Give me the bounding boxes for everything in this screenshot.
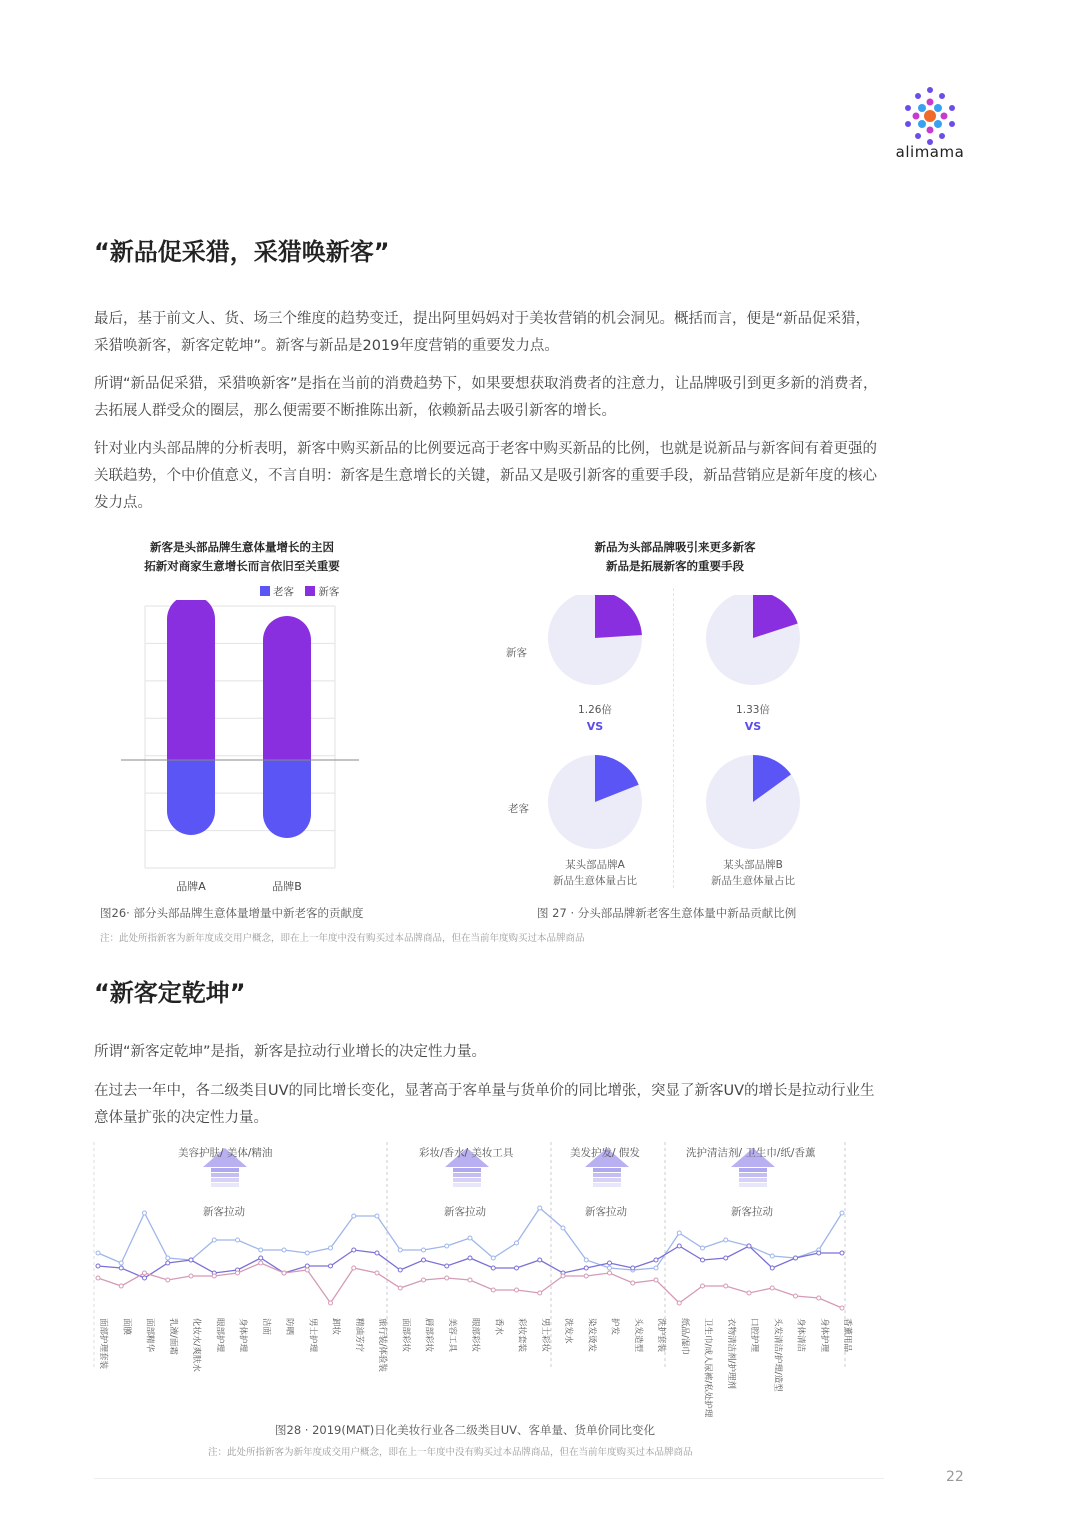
figure-caption: 图26· 部分头部品牌生意体量增量中新老客的贡献度 (100, 906, 364, 920)
bar-group (167, 600, 215, 835)
x-tick-label: 彩妆套装 (516, 1318, 527, 1353)
pie-slice (595, 595, 642, 638)
arrow-band (211, 1183, 239, 1187)
arrow-band (593, 1183, 621, 1187)
data-point (817, 1251, 821, 1255)
data-point (468, 1256, 472, 1260)
arrow-band (739, 1178, 767, 1182)
section-title: “新客定乾坤” (94, 979, 246, 1007)
data-point (398, 1286, 402, 1290)
data-point (259, 1261, 263, 1265)
data-point (491, 1256, 495, 1260)
arrow-band (593, 1168, 621, 1172)
data-point (282, 1248, 286, 1252)
data-point (468, 1236, 472, 1240)
ratio-label: 1.26倍 (578, 704, 612, 716)
data-point (282, 1271, 286, 1275)
data-point (538, 1291, 542, 1295)
bar-new (167, 600, 215, 760)
data-point (422, 1278, 426, 1282)
row-label-old: 老客 (508, 803, 529, 815)
x-tick-label: 洗发水 (563, 1318, 573, 1344)
data-point (259, 1248, 263, 1252)
group-label: 美发护发/ 假发 (570, 1147, 640, 1159)
x-tick-label: 香水 (493, 1318, 504, 1336)
bar-old (263, 760, 311, 838)
vs-label: VS (744, 720, 762, 733)
data-point (724, 1238, 728, 1242)
data-point (236, 1271, 240, 1275)
chart-title-line: 拓新对商家生意增长而言依旧至关重要 (144, 559, 340, 573)
x-tick-label: 品牌B (272, 880, 302, 893)
group-label: 彩妆/香水/ 美妆工具 (419, 1147, 514, 1159)
figure-note: 注：此处所指新客为新年度成交用户概念，即在上一年度中没有购买过本品牌商品，但在当前年度购买过本品牌商品 (100, 933, 585, 944)
bar-group (263, 616, 311, 838)
data-point (375, 1251, 379, 1255)
data-point (375, 1214, 379, 1218)
bar-chart (115, 600, 365, 900)
line-chart (90, 1138, 860, 1418)
data-point (305, 1268, 309, 1272)
x-tick-label: 眼部彩妆 (470, 1318, 480, 1353)
x-tick-label: 唇部彩妆 (423, 1318, 434, 1353)
group-label: 洗护清洁剂/ 卫生巾/纸/香薰 (686, 1147, 816, 1159)
data-point (654, 1266, 658, 1270)
x-tick-label: 精油芳疗 (353, 1318, 364, 1353)
data-point (445, 1244, 449, 1248)
data-point (166, 1261, 170, 1265)
x-tick-label: 面部精华 (144, 1318, 155, 1353)
x-tick-label: 眼部护理 (214, 1318, 225, 1353)
x-tick-label: 旅行装/体验装 (377, 1318, 387, 1372)
data-point (654, 1278, 658, 1282)
x-tick-label: 男士护理 (307, 1318, 318, 1353)
group-label: 美容护肤/ 美体/精油 (178, 1147, 273, 1159)
x-tick-label: 卫生巾/成人尿裤/私处护理 (702, 1318, 713, 1418)
x-tick-label: 男士彩妆 (539, 1318, 550, 1353)
data-point (794, 1256, 798, 1260)
data-point (375, 1271, 379, 1275)
legend-label-new: 新客 (318, 586, 340, 598)
page-number: 22 (946, 1469, 964, 1485)
data-point (96, 1264, 100, 1268)
data-point (770, 1266, 774, 1270)
arrow-band (739, 1173, 767, 1177)
arrow-band (453, 1173, 481, 1177)
data-point (119, 1266, 123, 1270)
data-point (398, 1268, 402, 1272)
data-point (701, 1246, 705, 1250)
data-point (491, 1288, 495, 1292)
legend-label-old: 老客 (273, 586, 294, 598)
pie-group-label: 某头部品牌A 新品生意体量占比 (553, 859, 637, 887)
data-point (119, 1261, 123, 1265)
data-point (608, 1271, 612, 1275)
data-point (189, 1274, 193, 1278)
arrow-band (211, 1178, 239, 1182)
data-point (794, 1294, 798, 1298)
data-point (724, 1284, 728, 1288)
data-point (305, 1251, 309, 1255)
x-tick-label: 面膜 (121, 1318, 132, 1336)
x-tick-label: 头发清洁/护理/造型 (772, 1318, 783, 1392)
data-point (212, 1238, 216, 1242)
pull-label: 新客拉动 (203, 1206, 245, 1218)
data-point (654, 1258, 658, 1262)
x-tick-label: 染发烫发 (586, 1318, 597, 1353)
paragraph: 在过去一年中，各二级类目UV的同比增长变化，显著高于客单量与货单价的同比增张，突显了新客UV的增长是拉动行业生意体量扩张的决定性力量。 (94, 1083, 875, 1126)
data-point (352, 1266, 356, 1270)
data-point (143, 1211, 147, 1215)
data-point (329, 1301, 333, 1305)
figure-caption: 图28 · 2019(MAT)日化美妆行业各二级类目UV、客单量、货单价同比变化 (275, 1423, 656, 1437)
data-point (352, 1248, 356, 1252)
data-point (329, 1246, 333, 1250)
pull-label: 新客拉动 (444, 1206, 486, 1218)
paragraph: 所谓“新品促采猎，采猎唤新客”是指在当前的消费趋势下，如果要想获取消费者的注意力，让品牌吸引到更多新的消费者，去拓展人群受众的圈层，那么便需要不断推陈出新，依赖新品去吸引新客的增长。 (94, 376, 878, 419)
data-point (96, 1251, 100, 1255)
data-point (747, 1244, 751, 1248)
data-point (561, 1274, 565, 1278)
data-point (677, 1231, 681, 1235)
x-tick-label: 防晒 (284, 1318, 294, 1336)
footer-divider (94, 1478, 884, 1479)
legend-swatch-old (260, 586, 270, 596)
x-tick-label: 衣物清洁剂/护理剂 (725, 1318, 736, 1389)
data-point (166, 1256, 170, 1260)
data-point (747, 1291, 751, 1295)
pull-label: 新客拉动 (731, 1206, 773, 1218)
paragraph: 针对业内头部品牌的分析表明，新客中购买新品的比例要远高于老客中购买新品的比例，也就是说新品与新客间有着更强的关联趋势，个中价值意义，不言自明：新客是生意增长的关键，新品又是吸引新客的重要手段，新品营销应是新年度的核心发力点。 (94, 441, 877, 511)
arrow-band (593, 1178, 621, 1182)
x-tick-label: 乳液/面霜 (167, 1318, 178, 1355)
data-point (677, 1301, 681, 1305)
x-tick-label: 面部护理套装 (98, 1318, 108, 1370)
vs-label: VS (586, 720, 604, 733)
paragraph: 所谓“新客定乾坤”是指，新客是拉动行业增长的决定性力量。 (94, 1044, 487, 1060)
data-point (329, 1264, 333, 1268)
section-title: “新品促采猎，采猎唤新客” (94, 238, 390, 266)
arrow-band (211, 1173, 239, 1177)
data-point (515, 1241, 519, 1245)
data-point (677, 1244, 681, 1248)
data-point (701, 1284, 705, 1288)
arrow-band (453, 1178, 481, 1182)
data-point (143, 1276, 147, 1280)
x-tick-label: 头发造型 (632, 1318, 643, 1353)
arrow-band (453, 1168, 481, 1172)
x-tick-label: 纸品/湿巾 (679, 1318, 690, 1355)
x-tick-label: 品牌A (176, 880, 206, 893)
pie-group-label: 某头部品牌B 新品生意体量占比 (711, 859, 795, 887)
data-point (631, 1281, 635, 1285)
chart-title-line: 新客是头部品牌生意体量增长的主因 (150, 540, 334, 554)
arrow-band (593, 1173, 621, 1177)
data-point (538, 1258, 542, 1262)
row-label-new: 新客 (506, 647, 527, 659)
data-point (515, 1288, 519, 1292)
data-point (840, 1211, 844, 1215)
x-tick-label: 身体护理 (818, 1318, 829, 1353)
data-point (817, 1296, 821, 1300)
data-point (515, 1266, 519, 1270)
data-point (422, 1258, 426, 1262)
data-point (422, 1248, 426, 1252)
data-point (840, 1251, 844, 1255)
data-point (584, 1258, 588, 1262)
data-point (166, 1278, 170, 1282)
legend-swatch-new (305, 586, 315, 596)
chart-legend (260, 584, 339, 599)
data-point (631, 1266, 635, 1270)
x-tick-label: 身体清洁 (795, 1318, 806, 1353)
x-tick-label: 洗护套装 (656, 1318, 666, 1353)
data-point (259, 1256, 263, 1260)
arrow-band (453, 1183, 481, 1187)
x-tick-label: 洁面 (260, 1318, 271, 1336)
paragraph: 最后，基于前文人、货、场三个维度的趋势变迁，提出阿里妈妈对于美妆营销的机会洞见。概括而言，便是“新品促采猎，采猎唤新客，新客定乾坤”。新客与新品是2019年度营销的重要发力点。 (94, 311, 871, 354)
x-tick-label: 口腔护理 (749, 1318, 759, 1353)
data-point (584, 1266, 588, 1270)
data-point (608, 1261, 612, 1265)
data-point (445, 1264, 449, 1268)
data-point (212, 1274, 216, 1278)
data-point (398, 1248, 402, 1252)
series-line (98, 1246, 842, 1278)
data-point (236, 1238, 240, 1242)
arrow-band (739, 1168, 767, 1172)
data-point (119, 1284, 123, 1288)
bar-new (263, 616, 311, 760)
figure-caption: 图 27 · 分头部品牌新老客生意体量中新品贡献比例 (537, 906, 797, 920)
x-tick-label: 卸妆 (330, 1318, 341, 1336)
data-point (352, 1214, 356, 1218)
data-point (468, 1278, 472, 1282)
chart-title-line: 新品是拓展新客的重要手段 (606, 559, 744, 573)
data-point (701, 1258, 705, 1262)
data-point (608, 1266, 612, 1270)
x-tick-label: 美容工具 (446, 1318, 457, 1353)
data-point (491, 1266, 495, 1270)
x-tick-label: 化妆水/爽肤水 (191, 1318, 201, 1372)
figure-note: 注：此处所指新客为新年度成交用户概念，即在上一年度中没有购买过本品牌商品，但在当前年度购买过本品牌商品 (208, 1447, 693, 1458)
x-tick-label: 面部彩妆 (400, 1318, 411, 1353)
data-point (561, 1226, 565, 1230)
bar-old (167, 760, 215, 835)
data-point (143, 1271, 147, 1275)
data-point (189, 1258, 193, 1262)
arrow-band (211, 1168, 239, 1172)
x-tick-label: 护发 (609, 1318, 620, 1336)
chart-title-line: 新品为头部品牌吸引来更多新客 (594, 540, 756, 554)
arrow-band (739, 1183, 767, 1187)
pull-label: 新客拉动 (585, 1206, 627, 1218)
data-point (840, 1306, 844, 1310)
data-point (770, 1254, 774, 1258)
data-point (305, 1264, 309, 1268)
data-point (724, 1256, 728, 1260)
chart-title (540, 538, 810, 576)
data-point (584, 1274, 588, 1278)
data-point (538, 1206, 542, 1210)
ratio-label: 1.33倍 (736, 704, 770, 716)
data-point (445, 1276, 449, 1280)
chart-title (112, 538, 372, 576)
x-tick-label: 香薰用品 (842, 1318, 852, 1353)
x-tick-label: 身体护理 (237, 1318, 248, 1353)
data-point (770, 1286, 774, 1290)
data-point (96, 1276, 100, 1280)
logo-text: alimama (895, 143, 965, 161)
